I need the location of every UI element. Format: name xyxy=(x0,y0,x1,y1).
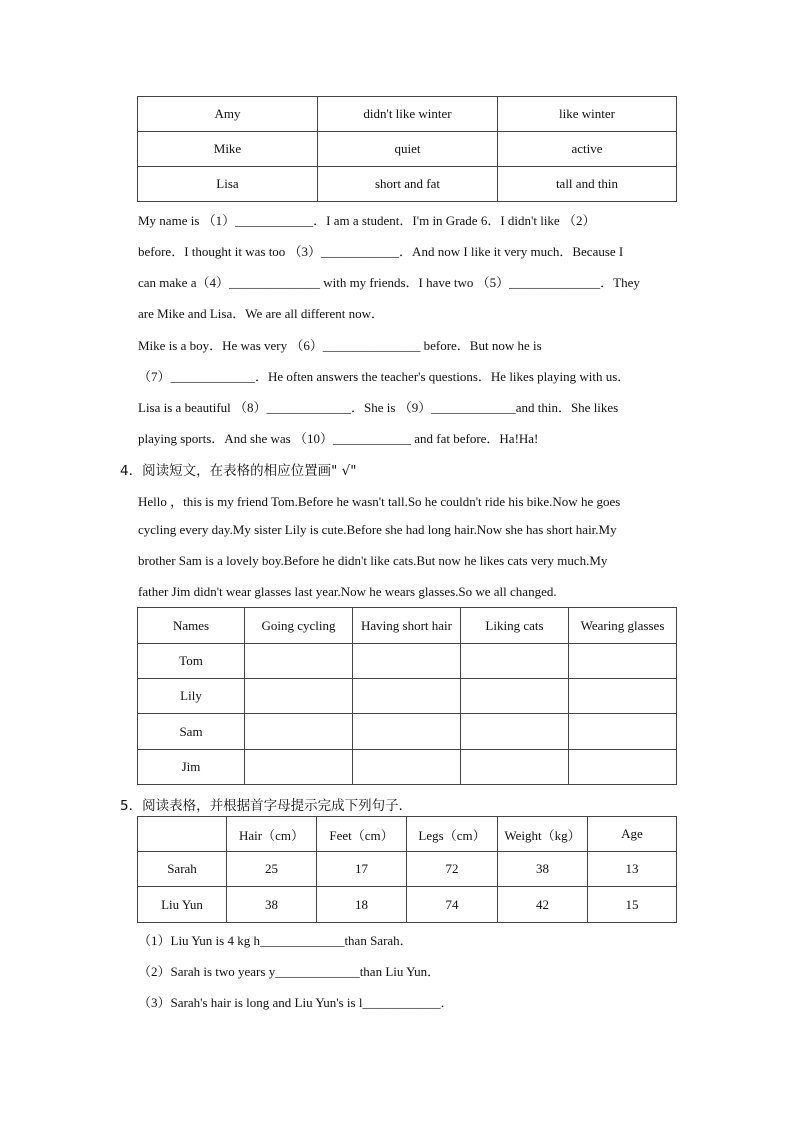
column-header: Legs（cm） xyxy=(407,817,498,852)
column-header xyxy=(138,817,227,852)
table-row xyxy=(138,132,677,167)
column-header: Hair（cm） xyxy=(227,817,317,852)
passage-line: brother Sam is a lovely boy.Before he didn't like cats.But now he likes cats very much.My xyxy=(138,553,608,568)
passage-line: can make a（4）______________ with my friends．I have two （5）______________．They xyxy=(138,275,640,290)
table-cell: 15 xyxy=(588,887,677,923)
passage-line: father Jim didn't wear glasses last year.Now he wears glasses.So we all changed. xyxy=(138,584,557,599)
table-cell: 25 xyxy=(227,852,317,887)
tick-cell[interactable] xyxy=(569,750,677,785)
row-name: Tom xyxy=(138,644,245,679)
table-row xyxy=(138,852,677,887)
tick-cell[interactable] xyxy=(569,714,677,750)
measurements-table xyxy=(137,816,677,923)
table-header-row xyxy=(138,608,677,644)
table-row xyxy=(138,167,677,202)
table-row xyxy=(138,714,677,750)
table-cell: 13 xyxy=(588,852,677,887)
row-name: Jim xyxy=(138,750,245,785)
tick-cell[interactable] xyxy=(569,644,677,679)
passage-line: （7）_____________．He often answers the teacher's questions．He likes playing with us． xyxy=(138,369,631,384)
column-header: Going cycling xyxy=(245,608,353,644)
tick-cell[interactable] xyxy=(461,714,569,750)
passage-line: playing sports．And she was （10）____________ and fat before．Ha!Ha! xyxy=(138,431,539,446)
table-row xyxy=(138,679,677,714)
row-name: Sam xyxy=(138,714,245,750)
column-header: Wearing glasses xyxy=(569,608,677,644)
tick-cell[interactable] xyxy=(353,750,461,785)
table-row xyxy=(138,644,677,679)
table-row xyxy=(138,97,677,132)
table-cell: 38 xyxy=(498,852,588,887)
passage-line: Lisa is a beautiful （8）_____________．She is （9）_____________and thin．She likes xyxy=(138,400,619,415)
passage-line: are Mike and Lisa．We are all different now． xyxy=(138,306,384,321)
section-4-heading: 4．阅读短文，在表格的相应位置画" √" xyxy=(120,463,357,479)
tick-cell[interactable] xyxy=(353,644,461,679)
question-sentence: （2）Sarah is two years y_____________than Liu Yun． xyxy=(138,964,441,979)
column-header: Weight（kg） xyxy=(498,817,588,852)
table-cell: 42 xyxy=(498,887,588,923)
table-cell: 72 xyxy=(407,852,498,887)
tick-cell[interactable] xyxy=(461,750,569,785)
column-header: Liking cats xyxy=(461,608,569,644)
column-header: Age xyxy=(588,817,677,852)
tick-cell[interactable] xyxy=(461,679,569,714)
passage-line: My name is （1）____________．I am a student．I'm in Grade 6．I didn't like （2） xyxy=(138,213,596,228)
column-header: Names xyxy=(138,608,245,644)
column-header: Having short hair xyxy=(353,608,461,644)
table-cell: 38 xyxy=(227,887,317,923)
row-name: Lily xyxy=(138,679,245,714)
row-name: Sarah xyxy=(138,852,227,887)
passage-line: before．I thought it was too （3）____________．And now I like it very much．Because I xyxy=(138,244,624,259)
passage-line: Hello ，this is my friend Tom.Before he wasn't tall.So he couldn't ride his bike.Now he goes xyxy=(138,494,621,509)
table-cell: active xyxy=(498,132,677,167)
question-sentence: （1）Liu Yun is 4 kg h_____________than Sarah． xyxy=(138,933,413,948)
tick-cell[interactable] xyxy=(245,644,353,679)
tick-cell[interactable] xyxy=(245,750,353,785)
tick-cell[interactable] xyxy=(569,679,677,714)
table-row xyxy=(138,887,677,923)
table-cell: Lisa xyxy=(138,167,318,202)
table-cell: didn't like winter xyxy=(318,97,498,132)
tick-cell[interactable] xyxy=(245,714,353,750)
table-cell: like winter xyxy=(498,97,677,132)
tick-cell[interactable] xyxy=(353,679,461,714)
column-header: Feet（cm） xyxy=(317,817,407,852)
table-cell: 17 xyxy=(317,852,407,887)
comparison-table xyxy=(137,96,677,202)
passage-line: Mike is a boy．He was very （6）_______________ before．But now he is xyxy=(138,338,542,353)
tick-table xyxy=(137,607,677,785)
row-name: Liu Yun xyxy=(138,887,227,923)
passage-line: cycling every day.My sister Lily is cute.Before she had long hair.Now she has short hair.My xyxy=(138,522,617,537)
table-cell: quiet xyxy=(318,132,498,167)
table-cell: tall and thin xyxy=(498,167,677,202)
table-cell: 18 xyxy=(317,887,407,923)
tick-cell[interactable] xyxy=(353,714,461,750)
table-cell: Amy xyxy=(138,97,318,132)
section-5-heading: 5．阅读表格，并根据首字母提示完成下列句子． xyxy=(120,798,413,814)
question-sentence: （3）Sarah's hair is long and Liu Yun's is l____________． xyxy=(138,995,454,1010)
tick-cell[interactable] xyxy=(461,644,569,679)
tick-cell[interactable] xyxy=(245,679,353,714)
table-cell: short and fat xyxy=(318,167,498,202)
table-cell: Mike xyxy=(138,132,318,167)
table-cell: 74 xyxy=(407,887,498,923)
table-row xyxy=(138,750,677,785)
table-header-row xyxy=(138,817,677,852)
